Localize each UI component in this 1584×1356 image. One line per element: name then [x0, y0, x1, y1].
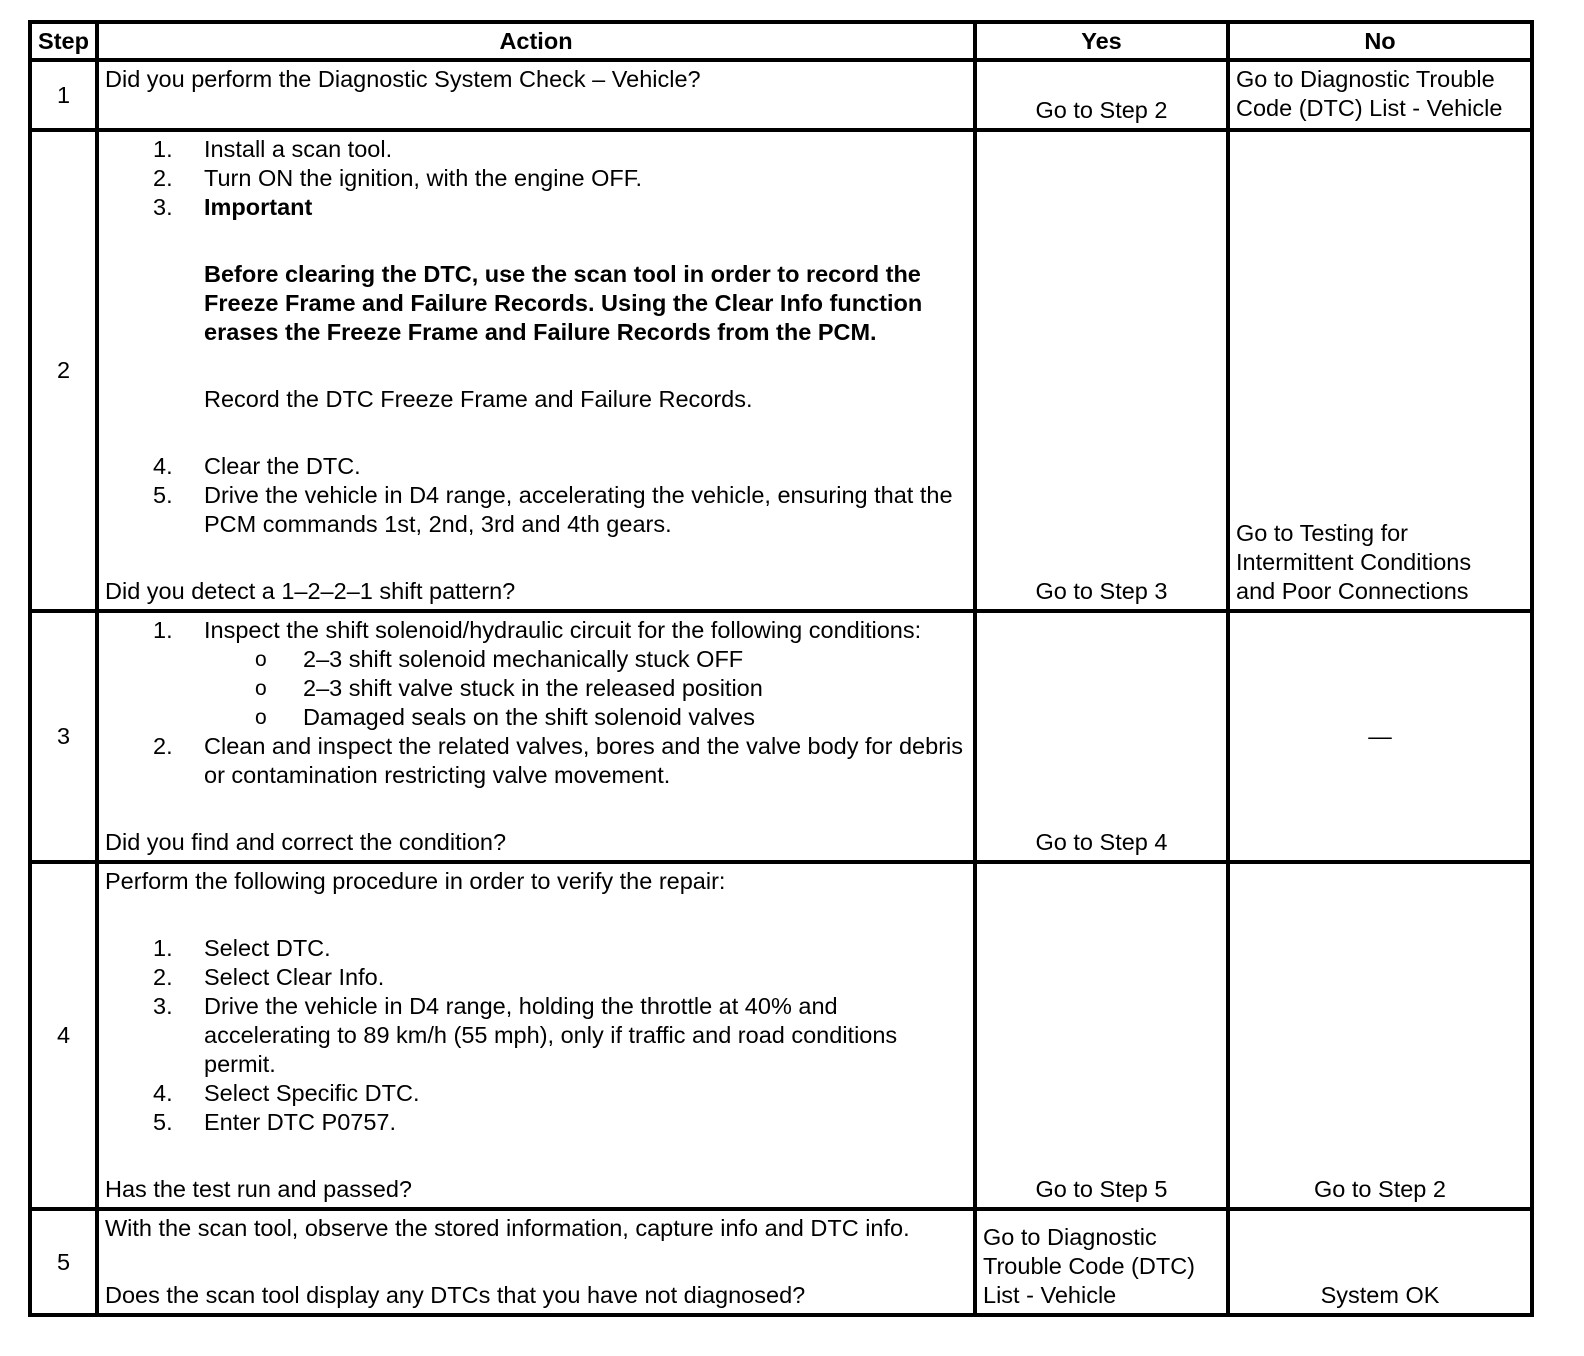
step-number: 3	[30, 611, 97, 862]
header-row	[30, 22, 1532, 60]
yes-cell	[975, 862, 1228, 1209]
no-cell	[1228, 60, 1532, 130]
question: Does the scan tool display any DTCs that you have not diagnosed?	[105, 1282, 806, 1308]
yes-action: Go to Step 2	[1035, 97, 1168, 123]
question: Has the test run and passed?	[105, 1176, 413, 1202]
no-action: System OK	[1320, 1282, 1440, 1308]
list-item: 1. Select DTC.	[153, 935, 331, 961]
no-cell	[1228, 130, 1532, 611]
no-action	[1230, 62, 1530, 126]
step-number: 1	[30, 60, 97, 130]
record-text: Record the DTC Freeze Frame and Failure Records.	[204, 386, 753, 412]
list-item: 1. Install a scan tool.	[153, 136, 393, 162]
action-cell	[97, 611, 975, 862]
no-action-line: Go to Diagnostic Trouble	[1236, 66, 1495, 92]
list-item: 3. Important Before clearing the DTC, use the scan tool in order to record the Freeze Frame and Failure Records. Using the Clear Info function erases the Freeze Frame and Failure Records from the PCM. Record the DTC Freeze Frame and Failure Records.	[105, 193, 967, 452]
yes-action: Go to Step 5	[1035, 1176, 1168, 1202]
list-item: 4. Select Specific DTC.	[153, 1080, 420, 1106]
list-item: o 2–3 shift solenoid mechanically stuck OFF	[255, 646, 744, 672]
no-cell	[1228, 611, 1532, 862]
list-item: 2. Select Clear Info.	[153, 964, 385, 990]
yes-cell	[975, 60, 1228, 130]
header-step: Step	[30, 22, 97, 60]
question: Did you perform the Diagnostic System Check – Vehicle?	[105, 66, 701, 92]
procedure-list	[105, 732, 967, 790]
no-action: —	[1368, 723, 1392, 749]
list-item: 1. Inspect the shift solenoid/hydraulic circuit for the following conditions:	[153, 617, 922, 643]
yes-cell	[975, 611, 1228, 862]
diagnostic-table	[28, 20, 1534, 1317]
step-number: 2	[30, 130, 97, 611]
list-item: 5. Drive the vehicle in D4 range, accelerating the vehicle, ensuring that the PCM commands 1st, 2nd, 3rd and 4th gears.	[153, 482, 953, 537]
list-item: 2. Turn ON the ignition, with the engine OFF.	[153, 165, 643, 191]
question: Did you find and correct the condition?	[105, 829, 507, 855]
table-row	[30, 60, 1532, 130]
yes-action: Go to Step 3	[1035, 578, 1168, 604]
no-cell	[1228, 1209, 1532, 1315]
list-item: o Damaged seals on the shift solenoid valves	[255, 704, 755, 730]
action-cell	[97, 130, 975, 611]
list-item: 5. Enter DTC P0757.	[153, 1109, 397, 1135]
important-note: Before clearing the DTC, use the scan tool in order to record the Freeze Frame and Failure Records. Using the Clear Info function erases the Freeze Frame and Failure Records from the PCM.	[204, 261, 923, 345]
table-row	[30, 862, 1532, 1209]
list-item: 2. Clean and inspect the related valves, bores and the valve body for debris or contamination restricting valve movement.	[153, 733, 963, 788]
no-action: Go to Testing for Intermittent Conditions and Poor Connections	[1236, 520, 1472, 604]
condition-list	[105, 645, 967, 732]
procedure-list	[105, 616, 967, 645]
procedure-intro: Perform the following procedure in order to verify the repair:	[105, 868, 726, 894]
question: Did you detect a 1–2–2–1 shift pattern?	[105, 578, 516, 604]
table-row	[30, 130, 1532, 611]
procedure-intro: With the scan tool, observe the stored information, capture info and DTC info.	[105, 1215, 910, 1241]
no-cell	[1228, 862, 1532, 1209]
no-action: Go to Step 2	[1314, 1176, 1446, 1202]
procedure-list	[105, 135, 967, 539]
important-label: Important	[204, 194, 313, 220]
header-action: Action	[97, 22, 975, 60]
list-item: 4. Clear the DTC.	[153, 453, 361, 479]
list-item: o 2–3 shift valve stuck in the released position	[255, 675, 763, 701]
diagnostic-table-page	[28, 20, 1530, 1317]
yes-action: Go to Step 4	[1035, 829, 1168, 855]
table-row	[30, 1209, 1532, 1315]
header-yes: Yes	[975, 22, 1228, 60]
list-item: 3. Drive the vehicle in D4 range, holding the throttle at 40% and accelerating to 89 km/h (55 mph), only if traffic and road conditions permit.	[153, 993, 898, 1077]
procedure-list	[105, 934, 967, 1137]
no-action-line: Code (DTC) List - Vehicle	[1236, 95, 1503, 121]
step-number: 5	[30, 1209, 97, 1315]
action-cell	[97, 862, 975, 1209]
yes-cell	[975, 130, 1228, 611]
yes-action: Go to Diagnostic Trouble Code (DTC) List - Vehicle	[983, 1224, 1195, 1308]
yes-cell	[975, 1209, 1228, 1315]
step-number: 4	[30, 862, 97, 1209]
action-cell	[97, 1209, 975, 1315]
table-row	[30, 611, 1532, 862]
action-cell	[97, 60, 975, 130]
header-no: No	[1228, 22, 1532, 60]
